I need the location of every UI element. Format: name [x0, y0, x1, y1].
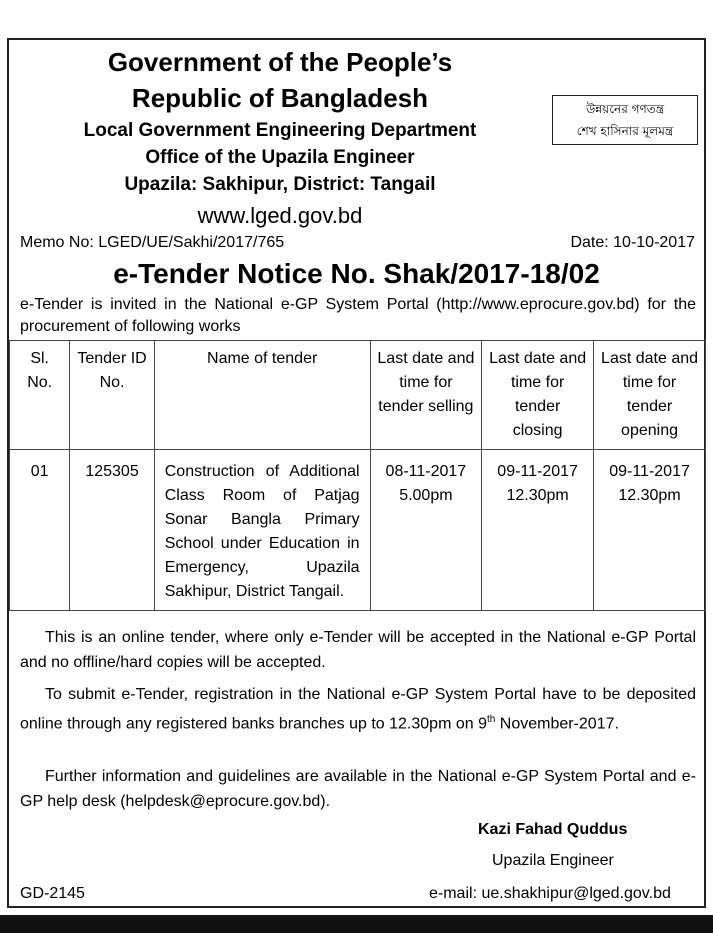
selling-date: 08-11-2017: [385, 463, 467, 480]
cell-tender-name: Construction of Additional Class Room of Patjag Sonar Bangla Primary School under Education in Emergency, Upazila Sakhipur, District Tangail.: [154, 450, 370, 611]
header-opening: Last date and time for tender opening: [594, 341, 706, 450]
opening-time: 12.30pm: [618, 487, 681, 504]
cell-opening: [594, 450, 706, 611]
header-sl: Sl. No.: [10, 341, 70, 450]
table-row: [10, 450, 706, 611]
website-link[interactable]: www.lged.gov.bd: [197, 203, 363, 228]
closing-time: 12.30pm: [506, 487, 569, 504]
scan-bottom-edge: [0, 915, 713, 933]
cell-tender-id: 125305: [70, 450, 154, 611]
selling-time: 5.00pm: [399, 487, 453, 504]
cell-closing: [482, 450, 594, 611]
registration-text: To submit e-Tender, registration in the National e-GP System Portal have to be deposited online through any registered banks branches up to 12.30pm on 9: [20, 686, 696, 733]
slogan-box: [552, 95, 698, 145]
office-name: Office of the Upazila Engineer: [145, 147, 415, 168]
paragraph-registration: [20, 682, 696, 736]
notice-title: e-Tender Notice No. Shak/2017-18/02: [113, 258, 600, 289]
memo-date: Date: 10-10-2017: [570, 234, 695, 251]
registration-text-end: November-2017.: [495, 715, 619, 733]
department-name: Local Government Engineering Department: [83, 120, 477, 141]
header-name: Name of tender: [154, 341, 370, 450]
location: Upazila: Sakhipur, District: Tangail: [124, 174, 436, 195]
slogan-line-2: শেখ হাসিনার মূলমন্ত্র: [576, 124, 674, 138]
table-header-row: [10, 341, 706, 450]
paragraph-further-info: Further information and guidelines are available in the National e-GP System Portal and e-GP help desk (helpdesk@eprocure.gov.bd).: [20, 768, 696, 810]
header-line-1: Government of the People’s: [107, 47, 453, 77]
cell-selling: [370, 450, 482, 611]
header-line-2: Republic of Bangladesh: [131, 83, 429, 113]
closing-date: 09-11-2017: [497, 463, 578, 480]
intro-paragraph: e-Tender is invited in the National e-GP System Portal (http://www.eprocure.gov.bd) for the procurement of following works: [20, 296, 696, 335]
header-tender-id: Tender ID No.: [70, 341, 154, 450]
registration-superscript: th: [486, 714, 496, 725]
header-selling: Last date and time for tender selling: [370, 341, 482, 450]
signatory-designation: Upazila Engineer: [492, 852, 614, 869]
opening-date: 09-11-2017: [609, 463, 690, 480]
memo-number: Memo No: LGED/UE/Sakhi/2017/765: [20, 234, 285, 251]
header-closing: Last date and time for tender closing: [482, 341, 594, 450]
tender-table: [9, 340, 706, 611]
gd-code: GD-2145: [20, 885, 85, 902]
paragraph-online-tender: This is an online tender, where only e-Tender will be accepted in the National e-GP Portal and no offline/hard copies will be accepted.: [20, 629, 696, 671]
signatory-email[interactable]: e-mail: ue.shakhipur@lged.gov.bd: [429, 885, 671, 902]
slogan-line-1: উন্নয়নের গণতন্ত্র: [585, 102, 665, 116]
signatory-name: Kazi Fahad Quddus: [478, 821, 628, 838]
cell-sl: 01: [10, 450, 70, 611]
